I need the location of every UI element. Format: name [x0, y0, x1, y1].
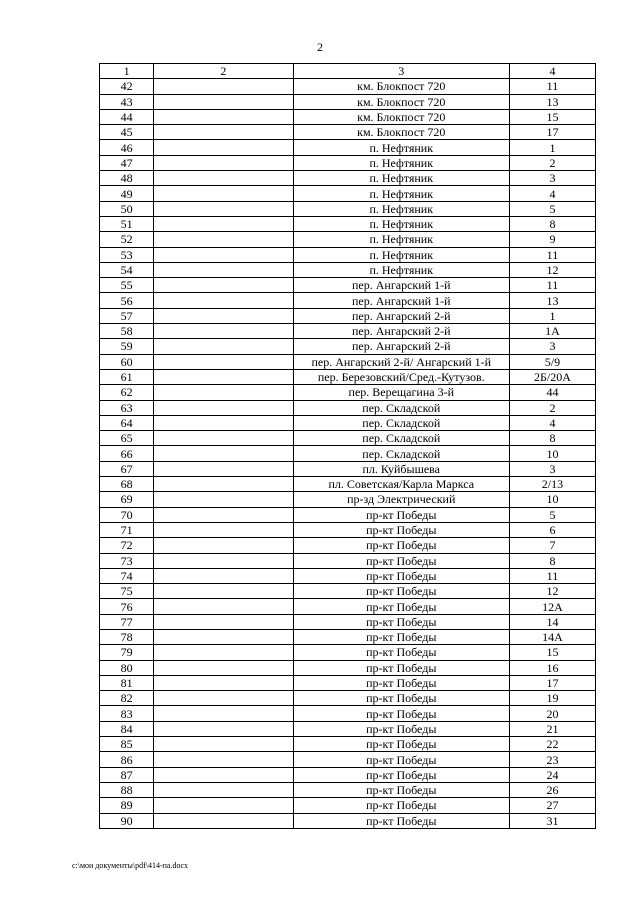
house-number-cell: 4	[509, 415, 595, 430]
table-row	[100, 507, 596, 522]
row-number-cell: 55	[100, 278, 154, 293]
house-number-cell: 5/9	[509, 354, 595, 369]
row-number-cell: 42	[100, 79, 154, 94]
house-number-cell: 24	[509, 767, 595, 782]
empty-cell	[154, 339, 293, 354]
row-number-cell: 67	[100, 461, 154, 476]
row-number-cell: 60	[100, 354, 154, 369]
address-cell: пер. Верещагина 3-й	[293, 385, 509, 400]
table-row	[100, 767, 596, 782]
row-number-cell: 44	[100, 109, 154, 124]
table-row	[100, 492, 596, 507]
address-cell: пр-кт Победы	[293, 568, 509, 583]
empty-cell	[154, 492, 293, 507]
row-number-cell: 56	[100, 293, 154, 308]
row-number-cell: 49	[100, 186, 154, 201]
empty-cell	[154, 706, 293, 721]
table-row	[100, 798, 596, 813]
house-number-cell: 4	[509, 186, 595, 201]
page-number: 2	[317, 40, 323, 54]
empty-cell	[154, 645, 293, 660]
house-number-cell: 11	[509, 278, 595, 293]
table-row	[100, 125, 596, 140]
empty-cell	[154, 568, 293, 583]
table-row	[100, 293, 596, 308]
table-row	[100, 278, 596, 293]
empty-cell	[154, 599, 293, 614]
empty-cell	[154, 201, 293, 216]
address-cell: пр-кт Победы	[293, 584, 509, 599]
empty-cell	[154, 94, 293, 109]
house-number-cell: 26	[509, 782, 595, 797]
house-number-cell: 12А	[509, 599, 595, 614]
house-number-cell: 12	[509, 262, 595, 277]
row-number-cell: 87	[100, 767, 154, 782]
empty-cell	[154, 216, 293, 231]
table-row	[100, 354, 596, 369]
table-row	[100, 385, 596, 400]
row-number-cell: 47	[100, 155, 154, 170]
house-number-cell: 44	[509, 385, 595, 400]
house-number-cell: 19	[509, 691, 595, 706]
address-cell: пл. Куйбышева	[293, 461, 509, 476]
address-cell: п. Нефтяник	[293, 262, 509, 277]
address-cell: пер. Ангарский 2-й	[293, 339, 509, 354]
empty-cell	[154, 691, 293, 706]
house-number-cell: 2	[509, 400, 595, 415]
table-row	[100, 171, 596, 186]
row-number-cell: 71	[100, 522, 154, 537]
empty-cell	[154, 186, 293, 201]
empty-cell	[154, 247, 293, 262]
row-number-cell: 59	[100, 339, 154, 354]
table-row	[100, 262, 596, 277]
address-cell: пр-кт Победы	[293, 660, 509, 675]
table-row	[100, 721, 596, 736]
house-number-cell: 15	[509, 645, 595, 660]
row-number-cell: 88	[100, 782, 154, 797]
empty-cell	[154, 813, 293, 828]
row-number-cell: 45	[100, 125, 154, 140]
empty-cell	[154, 660, 293, 675]
house-number-cell: 12	[509, 584, 595, 599]
row-number-cell: 64	[100, 415, 154, 430]
house-number-cell: 10	[509, 446, 595, 461]
empty-cell	[154, 446, 293, 461]
address-cell: пр-кт Победы	[293, 522, 509, 537]
empty-cell	[154, 477, 293, 492]
address-cell: пр-кт Победы	[293, 645, 509, 660]
empty-cell	[154, 737, 293, 752]
row-number-cell: 82	[100, 691, 154, 706]
empty-cell	[154, 507, 293, 522]
house-number-cell: 3	[509, 171, 595, 186]
address-cell: пл. Советская/Карла Маркса	[293, 477, 509, 492]
empty-cell	[154, 369, 293, 384]
row-number-cell: 63	[100, 400, 154, 415]
house-number-cell: 23	[509, 752, 595, 767]
table-row	[100, 461, 596, 476]
row-number-cell: 73	[100, 553, 154, 568]
empty-cell	[154, 354, 293, 369]
address-cell: пр-кт Победы	[293, 538, 509, 553]
house-number-cell: 13	[509, 94, 595, 109]
address-cell: п. Нефтяник	[293, 247, 509, 262]
address-cell: пр-кт Победы	[293, 691, 509, 706]
empty-cell	[154, 155, 293, 170]
table-row	[100, 369, 596, 384]
row-number-cell: 78	[100, 629, 154, 644]
table-row	[100, 477, 596, 492]
address-cell: пр-кт Победы	[293, 675, 509, 690]
row-number-cell: 57	[100, 308, 154, 323]
house-number-cell: 10	[509, 492, 595, 507]
table-row	[100, 645, 596, 660]
empty-cell	[154, 140, 293, 155]
table-row	[100, 614, 596, 629]
row-number-cell: 50	[100, 201, 154, 216]
address-cell: пр-кт Победы	[293, 721, 509, 736]
empty-cell	[154, 278, 293, 293]
address-cell: пер. Ангарский 2-й/ Ангарский 1-й	[293, 354, 509, 369]
table-row	[100, 216, 596, 231]
row-number-cell: 48	[100, 171, 154, 186]
table-row	[100, 599, 596, 614]
house-number-cell: 1	[509, 140, 595, 155]
column-header-3: 3	[293, 64, 509, 79]
table-row	[100, 629, 596, 644]
row-number-cell: 81	[100, 675, 154, 690]
table-row	[100, 660, 596, 675]
house-number-cell: 1А	[509, 324, 595, 339]
address-cell: п. Нефтяник	[293, 140, 509, 155]
empty-cell	[154, 109, 293, 124]
column-header-4: 4	[509, 64, 595, 79]
table-row	[100, 553, 596, 568]
table-row	[100, 813, 596, 828]
address-cell: п. Нефтяник	[293, 171, 509, 186]
address-cell: пер. Ангарский 1-й	[293, 293, 509, 308]
house-number-cell: 22	[509, 737, 595, 752]
address-cell: км. Блокпост 720	[293, 125, 509, 140]
row-number-cell: 43	[100, 94, 154, 109]
empty-cell	[154, 538, 293, 553]
table-row	[100, 339, 596, 354]
address-cell: км. Блокпост 720	[293, 94, 509, 109]
address-cell: пр-кт Победы	[293, 813, 509, 828]
house-number-cell: 14	[509, 614, 595, 629]
table-row	[100, 675, 596, 690]
address-cell: пер. Складской	[293, 446, 509, 461]
empty-cell	[154, 782, 293, 797]
house-number-cell: 16	[509, 660, 595, 675]
table-body	[100, 64, 596, 829]
address-cell: п. Нефтяник	[293, 155, 509, 170]
house-number-cell: 13	[509, 293, 595, 308]
address-cell: пер. Складской	[293, 431, 509, 446]
table-row	[100, 431, 596, 446]
table-row	[100, 79, 596, 94]
row-number-cell: 46	[100, 140, 154, 155]
table-row	[100, 324, 596, 339]
empty-cell	[154, 675, 293, 690]
address-cell: пр-кт Победы	[293, 767, 509, 782]
house-number-cell: 9	[509, 232, 595, 247]
table-row	[100, 584, 596, 599]
house-number-cell: 31	[509, 813, 595, 828]
row-number-cell: 65	[100, 431, 154, 446]
empty-cell	[154, 232, 293, 247]
house-number-cell: 11	[509, 79, 595, 94]
address-cell: пр-кт Победы	[293, 706, 509, 721]
empty-cell	[154, 324, 293, 339]
house-number-cell: 8	[509, 216, 595, 231]
address-cell: пр-кт Победы	[293, 553, 509, 568]
address-cell: пр-кт Победы	[293, 752, 509, 767]
row-number-cell: 68	[100, 477, 154, 492]
table-row	[100, 109, 596, 124]
table-row	[100, 400, 596, 415]
address-cell: пр-кт Победы	[293, 782, 509, 797]
row-number-cell: 77	[100, 614, 154, 629]
table-row	[100, 446, 596, 461]
empty-cell	[154, 79, 293, 94]
table-row	[100, 752, 596, 767]
row-number-cell: 75	[100, 584, 154, 599]
address-cell: пр-кт Победы	[293, 737, 509, 752]
empty-cell	[154, 385, 293, 400]
table-row	[100, 415, 596, 430]
row-number-cell: 72	[100, 538, 154, 553]
house-number-cell: 15	[509, 109, 595, 124]
column-header-1: 1	[100, 64, 154, 79]
empty-cell	[154, 614, 293, 629]
address-cell: пер. Березовский/Сред.-Кутузов.	[293, 369, 509, 384]
address-cell: пр-кт Победы	[293, 614, 509, 629]
row-number-cell: 90	[100, 813, 154, 828]
row-number-cell: 84	[100, 721, 154, 736]
house-number-cell: 3	[509, 461, 595, 476]
empty-cell	[154, 461, 293, 476]
row-number-cell: 62	[100, 385, 154, 400]
table-row	[100, 782, 596, 797]
address-cell: пер. Ангарский 1-й	[293, 278, 509, 293]
house-number-cell: 20	[509, 706, 595, 721]
house-number-cell: 5	[509, 201, 595, 216]
empty-cell	[154, 752, 293, 767]
house-number-cell: 2/13	[509, 477, 595, 492]
row-number-cell: 52	[100, 232, 154, 247]
house-number-cell: 5	[509, 507, 595, 522]
empty-cell	[154, 629, 293, 644]
row-number-cell: 86	[100, 752, 154, 767]
address-cell: пр-зд Электрический	[293, 492, 509, 507]
row-number-cell: 51	[100, 216, 154, 231]
address-cell: пр-кт Победы	[293, 798, 509, 813]
table-row	[100, 568, 596, 583]
row-number-cell: 69	[100, 492, 154, 507]
table-row	[100, 308, 596, 323]
address-cell: п. Нефтяник	[293, 216, 509, 231]
table-row	[100, 522, 596, 537]
house-number-cell: 17	[509, 675, 595, 690]
address-cell: п. Нефтяник	[293, 186, 509, 201]
table-row	[100, 155, 596, 170]
address-cell: п. Нефтяник	[293, 201, 509, 216]
address-cell: км. Блокпост 720	[293, 109, 509, 124]
row-number-cell: 70	[100, 507, 154, 522]
empty-cell	[154, 522, 293, 537]
row-number-cell: 80	[100, 660, 154, 675]
table-row	[100, 94, 596, 109]
empty-cell	[154, 308, 293, 323]
row-number-cell: 83	[100, 706, 154, 721]
address-cell: п. Нефтяник	[293, 232, 509, 247]
table-row	[100, 186, 596, 201]
empty-cell	[154, 400, 293, 415]
address-cell: пр-кт Победы	[293, 629, 509, 644]
row-number-cell: 79	[100, 645, 154, 660]
house-number-cell: 17	[509, 125, 595, 140]
house-number-cell: 6	[509, 522, 595, 537]
house-number-cell: 2Б/20А	[509, 369, 595, 384]
table-header-row	[100, 64, 596, 79]
address-cell: пер. Складской	[293, 400, 509, 415]
empty-cell	[154, 431, 293, 446]
address-cell: пр-кт Победы	[293, 599, 509, 614]
table-row	[100, 538, 596, 553]
row-number-cell: 58	[100, 324, 154, 339]
row-number-cell: 85	[100, 737, 154, 752]
house-number-cell: 7	[509, 538, 595, 553]
row-number-cell: 89	[100, 798, 154, 813]
table-row	[100, 232, 596, 247]
table-row	[100, 201, 596, 216]
house-number-cell: 27	[509, 798, 595, 813]
table-row	[100, 691, 596, 706]
empty-cell	[154, 293, 293, 308]
empty-cell	[154, 415, 293, 430]
address-table	[99, 63, 596, 829]
empty-cell	[154, 125, 293, 140]
empty-cell	[154, 584, 293, 599]
house-number-cell: 8	[509, 553, 595, 568]
empty-cell	[154, 553, 293, 568]
row-number-cell: 53	[100, 247, 154, 262]
address-cell: пр-кт Победы	[293, 507, 509, 522]
table-row	[100, 140, 596, 155]
address-cell: пер. Складской	[293, 415, 509, 430]
house-number-cell: 11	[509, 247, 595, 262]
address-cell: пер. Ангарский 2-й	[293, 324, 509, 339]
address-cell: км. Блокпост 720	[293, 79, 509, 94]
house-number-cell: 2	[509, 155, 595, 170]
house-number-cell: 21	[509, 721, 595, 736]
empty-cell	[154, 767, 293, 782]
row-number-cell: 66	[100, 446, 154, 461]
empty-cell	[154, 798, 293, 813]
address-cell: пер. Ангарский 2-й	[293, 308, 509, 323]
row-number-cell: 61	[100, 369, 154, 384]
empty-cell	[154, 171, 293, 186]
house-number-cell: 14А	[509, 629, 595, 644]
row-number-cell: 54	[100, 262, 154, 277]
house-number-cell: 11	[509, 568, 595, 583]
empty-cell	[154, 262, 293, 277]
column-header-2: 2	[154, 64, 293, 79]
house-number-cell: 3	[509, 339, 595, 354]
row-number-cell: 76	[100, 599, 154, 614]
empty-cell	[154, 721, 293, 736]
row-number-cell: 74	[100, 568, 154, 583]
table-row	[100, 247, 596, 262]
table-row	[100, 706, 596, 721]
footer-file-path: c:\мои документы\pdf\414-па.docx	[72, 861, 188, 870]
house-number-cell: 1	[509, 308, 595, 323]
house-number-cell: 8	[509, 431, 595, 446]
table-row	[100, 737, 596, 752]
